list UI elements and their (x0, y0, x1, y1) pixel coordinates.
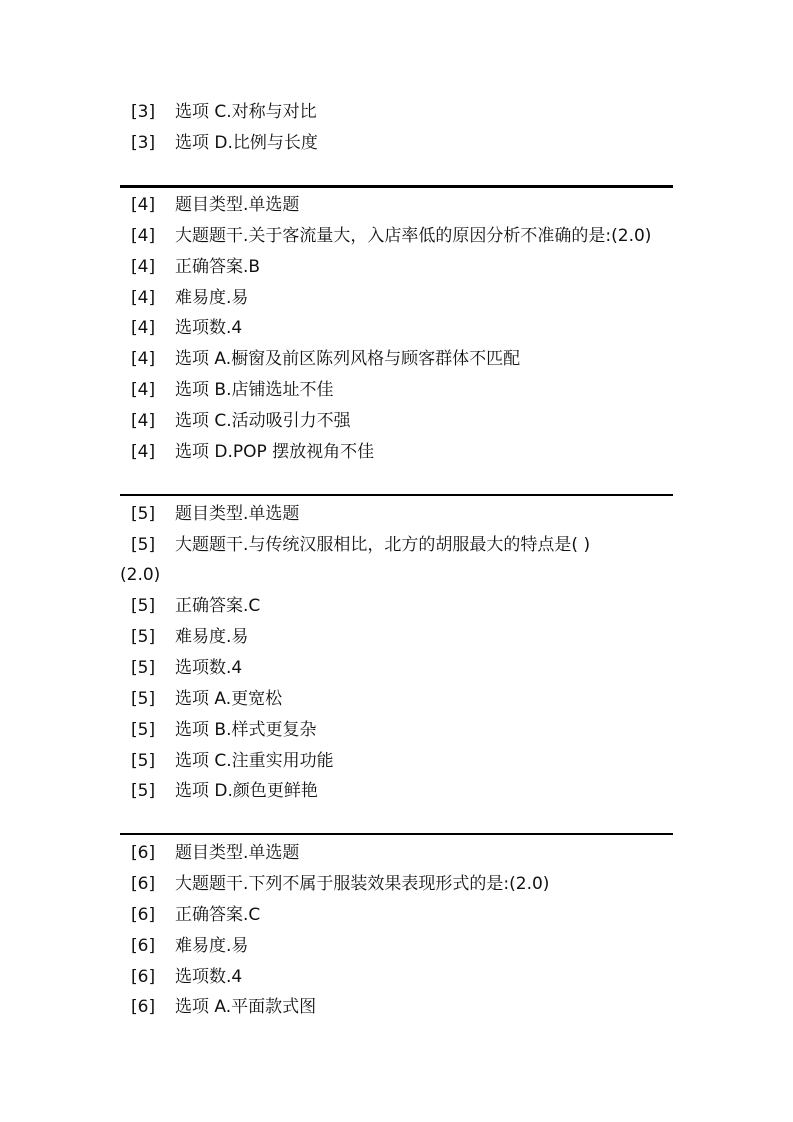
question-number: [5] (131, 689, 156, 709)
line-text: 选项 D.比例与长度 (175, 133, 318, 153)
line-text: 大题题干.下列不属于服装效果表现形式的是:(2.0) (175, 874, 550, 894)
question-number: [6] (131, 905, 156, 925)
question-number: [6] (131, 997, 156, 1017)
line-text: 题目类型.单选题 (175, 195, 300, 215)
line-text: 正确答案.C (175, 596, 261, 616)
answer-line (131, 904, 260, 926)
line-text: 选项 D.POP 摆放视角不佳 (175, 442, 375, 462)
question-number: [4] (131, 288, 156, 308)
line-text: 题目类型.单选题 (175, 504, 300, 524)
option-line (131, 348, 520, 370)
line-text: 大题题干.关于客流量大，入店率低的原因分析不准确的是:(2.0) (175, 226, 652, 246)
question-number: [5] (131, 781, 156, 801)
line-text: 正确答案.C (175, 905, 261, 925)
question-number: [3] (131, 133, 156, 153)
line-text: (2.0) (120, 565, 161, 585)
option-line (131, 101, 317, 123)
line-text: 难易度.易 (175, 288, 249, 308)
line-text: 大题题干.与传统汉服相比，北方的胡服最大的特点是( ) (175, 535, 591, 555)
line-text: 选项 B.店铺选址不佳 (175, 380, 334, 400)
option-line (131, 410, 351, 432)
question-number: [4] (131, 195, 156, 215)
difficulty-line (131, 626, 248, 648)
question-divider (120, 833, 673, 835)
question-number: [6] (131, 967, 156, 987)
line-text: 选项 A.平面款式图 (175, 997, 317, 1017)
question-number: [6] (131, 936, 156, 956)
question-number: [4] (131, 349, 156, 369)
question-number: [4] (131, 442, 156, 462)
option-line (131, 750, 334, 772)
question-number: [6] (131, 874, 156, 894)
question-number: [4] (131, 380, 156, 400)
option-count-line (131, 317, 242, 339)
question-number: [5] (131, 596, 156, 616)
question-type-line (131, 842, 299, 864)
option-count-line (131, 657, 242, 679)
option-line (131, 780, 318, 802)
question-number: [4] (131, 318, 156, 338)
line-text: 选项 C.对称与对比 (175, 102, 317, 122)
answer-line (131, 256, 260, 278)
question-type-line (131, 503, 299, 525)
line-text: 选项 A.橱窗及前区陈列风格与顾客群体不匹配 (175, 349, 521, 369)
question-number: [5] (131, 535, 156, 555)
difficulty-line (131, 287, 248, 309)
option-line (131, 719, 316, 741)
question-divider (120, 185, 673, 188)
question-number: [5] (131, 720, 156, 740)
line-text: 难易度.易 (175, 627, 249, 647)
line-text: 选项数.4 (175, 318, 243, 338)
option-line (131, 441, 374, 463)
question-divider (120, 494, 673, 496)
question-number: [5] (131, 658, 156, 678)
question-number: [5] (131, 504, 156, 524)
question-number: [6] (131, 843, 156, 863)
line-text: 选项数.4 (175, 658, 243, 678)
question-stem-line (131, 873, 549, 895)
option-line (131, 379, 333, 401)
line-text: 选项 B.样式更复杂 (175, 720, 317, 740)
option-count-line (131, 966, 242, 988)
question-number: [5] (131, 751, 156, 771)
option-line (131, 996, 316, 1018)
difficulty-line (131, 935, 248, 957)
question-number: [4] (131, 226, 156, 246)
question-type-line (131, 194, 299, 216)
question-number: [3] (131, 102, 156, 122)
question-stem-continuation (120, 564, 160, 586)
line-text: 选项 C.活动吸引力不强 (175, 411, 351, 431)
question-number: [4] (131, 411, 156, 431)
question-number: [4] (131, 257, 156, 277)
question-number: [5] (131, 627, 156, 647)
line-text: 难易度.易 (175, 936, 249, 956)
option-line (131, 688, 282, 710)
line-text: 选项 C.注重实用功能 (175, 751, 334, 771)
question-stem-line (131, 225, 651, 247)
line-text: 选项数.4 (175, 967, 243, 987)
line-text: 选项 D.颜色更鲜艳 (175, 781, 318, 801)
option-line (131, 132, 318, 154)
answer-line (131, 595, 260, 617)
line-text: 题目类型.单选题 (175, 843, 300, 863)
question-stem-line (131, 534, 590, 556)
line-text: 正确答案.B (175, 257, 261, 277)
line-text: 选项 A.更宽松 (175, 689, 283, 709)
